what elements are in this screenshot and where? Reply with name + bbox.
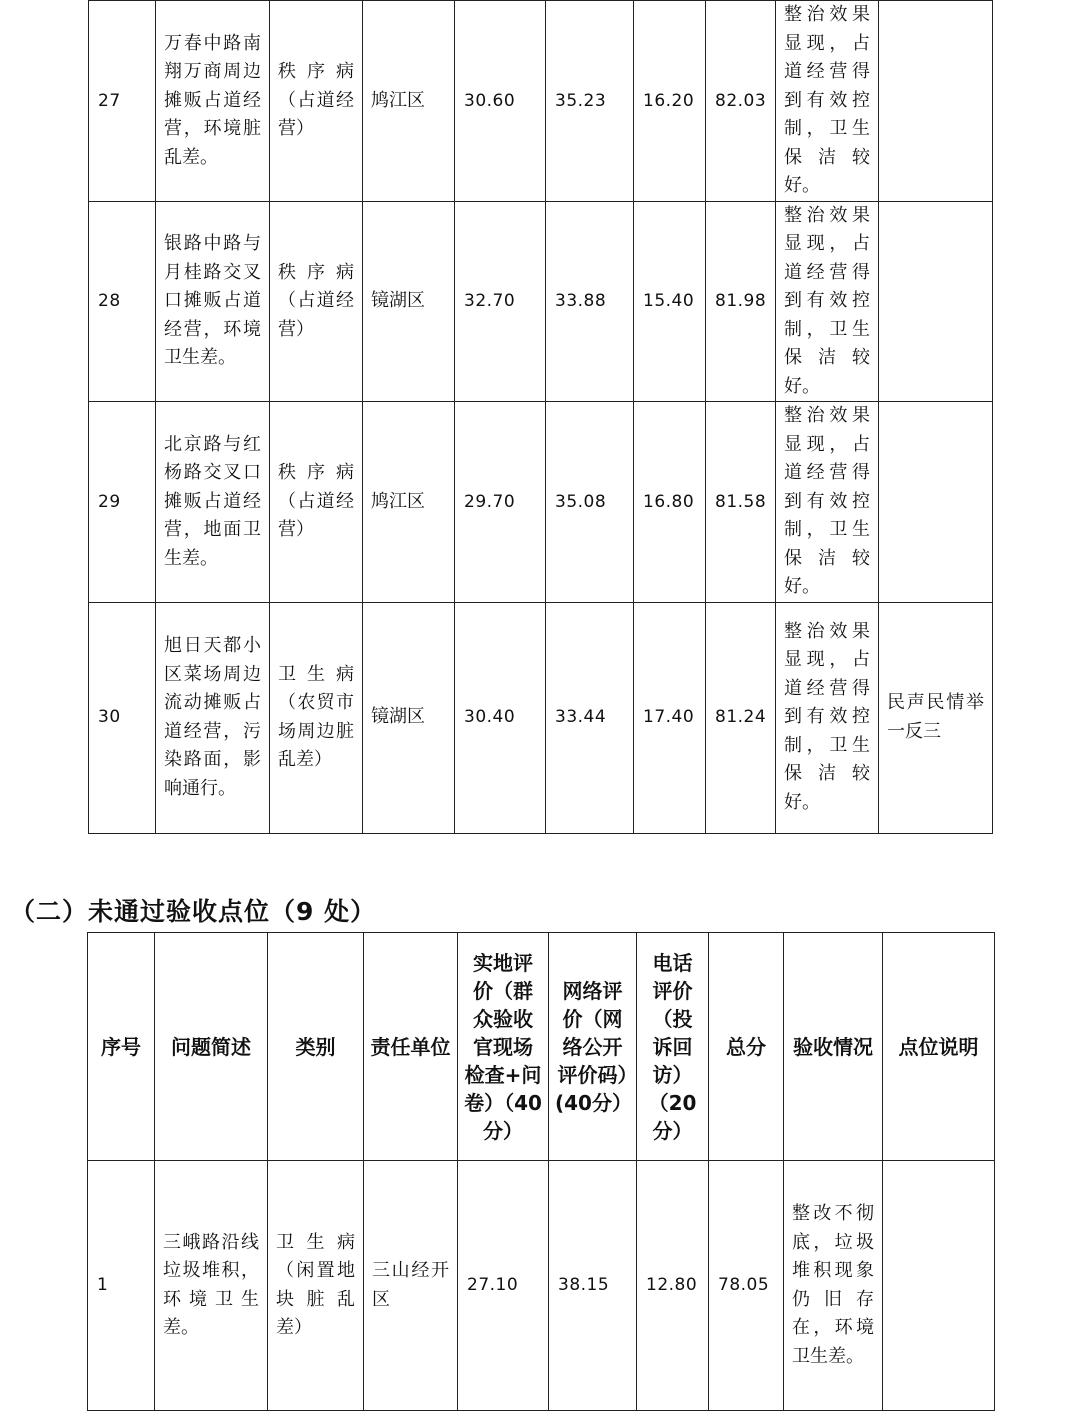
- row-no: 1: [88, 1161, 155, 1411]
- category: 卫生病（农贸市场周边脏乱差）: [270, 602, 363, 833]
- total-score: 82.03: [706, 1, 776, 202]
- row-no: 29: [89, 402, 156, 603]
- field-score: 30.40: [455, 602, 546, 833]
- phone-score: 16.20: [634, 1, 706, 202]
- acceptance-status: 整治效果显现，占道经营得到有效控制，卫生保洁较好。: [776, 602, 879, 833]
- row-no: 28: [89, 201, 156, 402]
- network-score: 35.23: [546, 1, 634, 202]
- site-note: 民声民情举一反三: [879, 602, 993, 833]
- table-row: [89, 201, 993, 402]
- table-row: [88, 1161, 995, 1411]
- total-score: 81.24: [706, 602, 776, 833]
- header-phone-score: 电话评价（投诉回访）（20分）: [637, 933, 709, 1161]
- header-total: 总分: [709, 933, 784, 1161]
- header-unit: 责任单位: [364, 933, 458, 1161]
- site-note: [879, 402, 993, 603]
- header-category: 类别: [268, 933, 364, 1161]
- row-no: 30: [89, 602, 156, 833]
- table-row: [89, 1, 993, 202]
- table-row: [89, 402, 993, 603]
- header-acceptance: 验收情况: [784, 933, 883, 1161]
- problem-desc: 银路中路与月桂路交叉口摊贩占道经营，环境卫生差。: [156, 201, 270, 402]
- network-score: 33.44: [546, 602, 634, 833]
- phone-score: 12.80: [637, 1161, 709, 1411]
- network-score: 38.15: [549, 1161, 637, 1411]
- problem-desc: 旭日天都小区菜场周边流动摊贩占道经营，污染路面，影响通行。: [156, 602, 270, 833]
- table-header-row: [88, 933, 995, 1161]
- failed-sites-table: [87, 932, 995, 1411]
- responsible-unit: 鸠江区: [363, 402, 455, 603]
- passed-sites-table: [88, 0, 993, 834]
- table-row: [89, 602, 993, 833]
- header-field-score: 实地评价（群众验收官现场检查+问卷）（40分）: [458, 933, 549, 1161]
- category: 秩序病（占道经营）: [270, 201, 363, 402]
- category: 卫生病（闲置地块脏乱差）: [268, 1161, 364, 1411]
- field-score: 32.70: [455, 201, 546, 402]
- network-score: 35.08: [546, 402, 634, 603]
- field-score: 30.60: [455, 1, 546, 202]
- responsible-unit: 三山经开区: [364, 1161, 458, 1411]
- responsible-unit: 鸠江区: [363, 1, 455, 202]
- problem-desc: 万春中路南翔万商周边摊贩占道经营，环境脏乱差。: [156, 1, 270, 202]
- acceptance-status: 整治效果显现，占道经营得到有效控制，卫生保洁较好。: [776, 402, 879, 603]
- header-desc: 问题简述: [155, 933, 268, 1161]
- phone-score: 15.40: [634, 201, 706, 402]
- section-title: （二）未通过验收点位（9 处）: [10, 897, 377, 926]
- total-score: 78.05: [709, 1161, 784, 1411]
- phone-score: 16.80: [634, 402, 706, 603]
- category: 秩序病（占道经营）: [270, 1, 363, 202]
- phone-score: 17.40: [634, 602, 706, 833]
- site-note: [883, 1161, 995, 1411]
- problem-desc: 北京路与红杨路交叉口摊贩占道经营，地面卫生差。: [156, 402, 270, 603]
- responsible-unit: 镜湖区: [363, 602, 455, 833]
- header-network-score: 网络评价（网络公开评价码）(40分）: [549, 933, 637, 1161]
- row-no: 27: [89, 1, 156, 202]
- acceptance-status: 整改不彻底，垃圾堆积现象仍旧存在，环境卫生差。: [784, 1161, 883, 1411]
- header-note: 点位说明: [883, 933, 995, 1161]
- field-score: 27.10: [458, 1161, 549, 1411]
- site-note: [879, 1, 993, 202]
- problem-desc: 三峨路沿线垃圾堆积，环境卫生差。: [155, 1161, 268, 1411]
- category: 秩序病（占道经营）: [270, 402, 363, 603]
- field-score: 29.70: [455, 402, 546, 603]
- header-no: 序号: [88, 933, 155, 1161]
- total-score: 81.58: [706, 402, 776, 603]
- total-score: 81.98: [706, 201, 776, 402]
- acceptance-status: 整治效果显现，占道经营得到有效控制，卫生保洁较好。: [776, 201, 879, 402]
- network-score: 33.88: [546, 201, 634, 402]
- acceptance-status: 整治效果显现，占道经营得到有效控制，卫生保洁较好。: [776, 1, 879, 202]
- responsible-unit: 镜湖区: [363, 201, 455, 402]
- site-note: [879, 201, 993, 402]
